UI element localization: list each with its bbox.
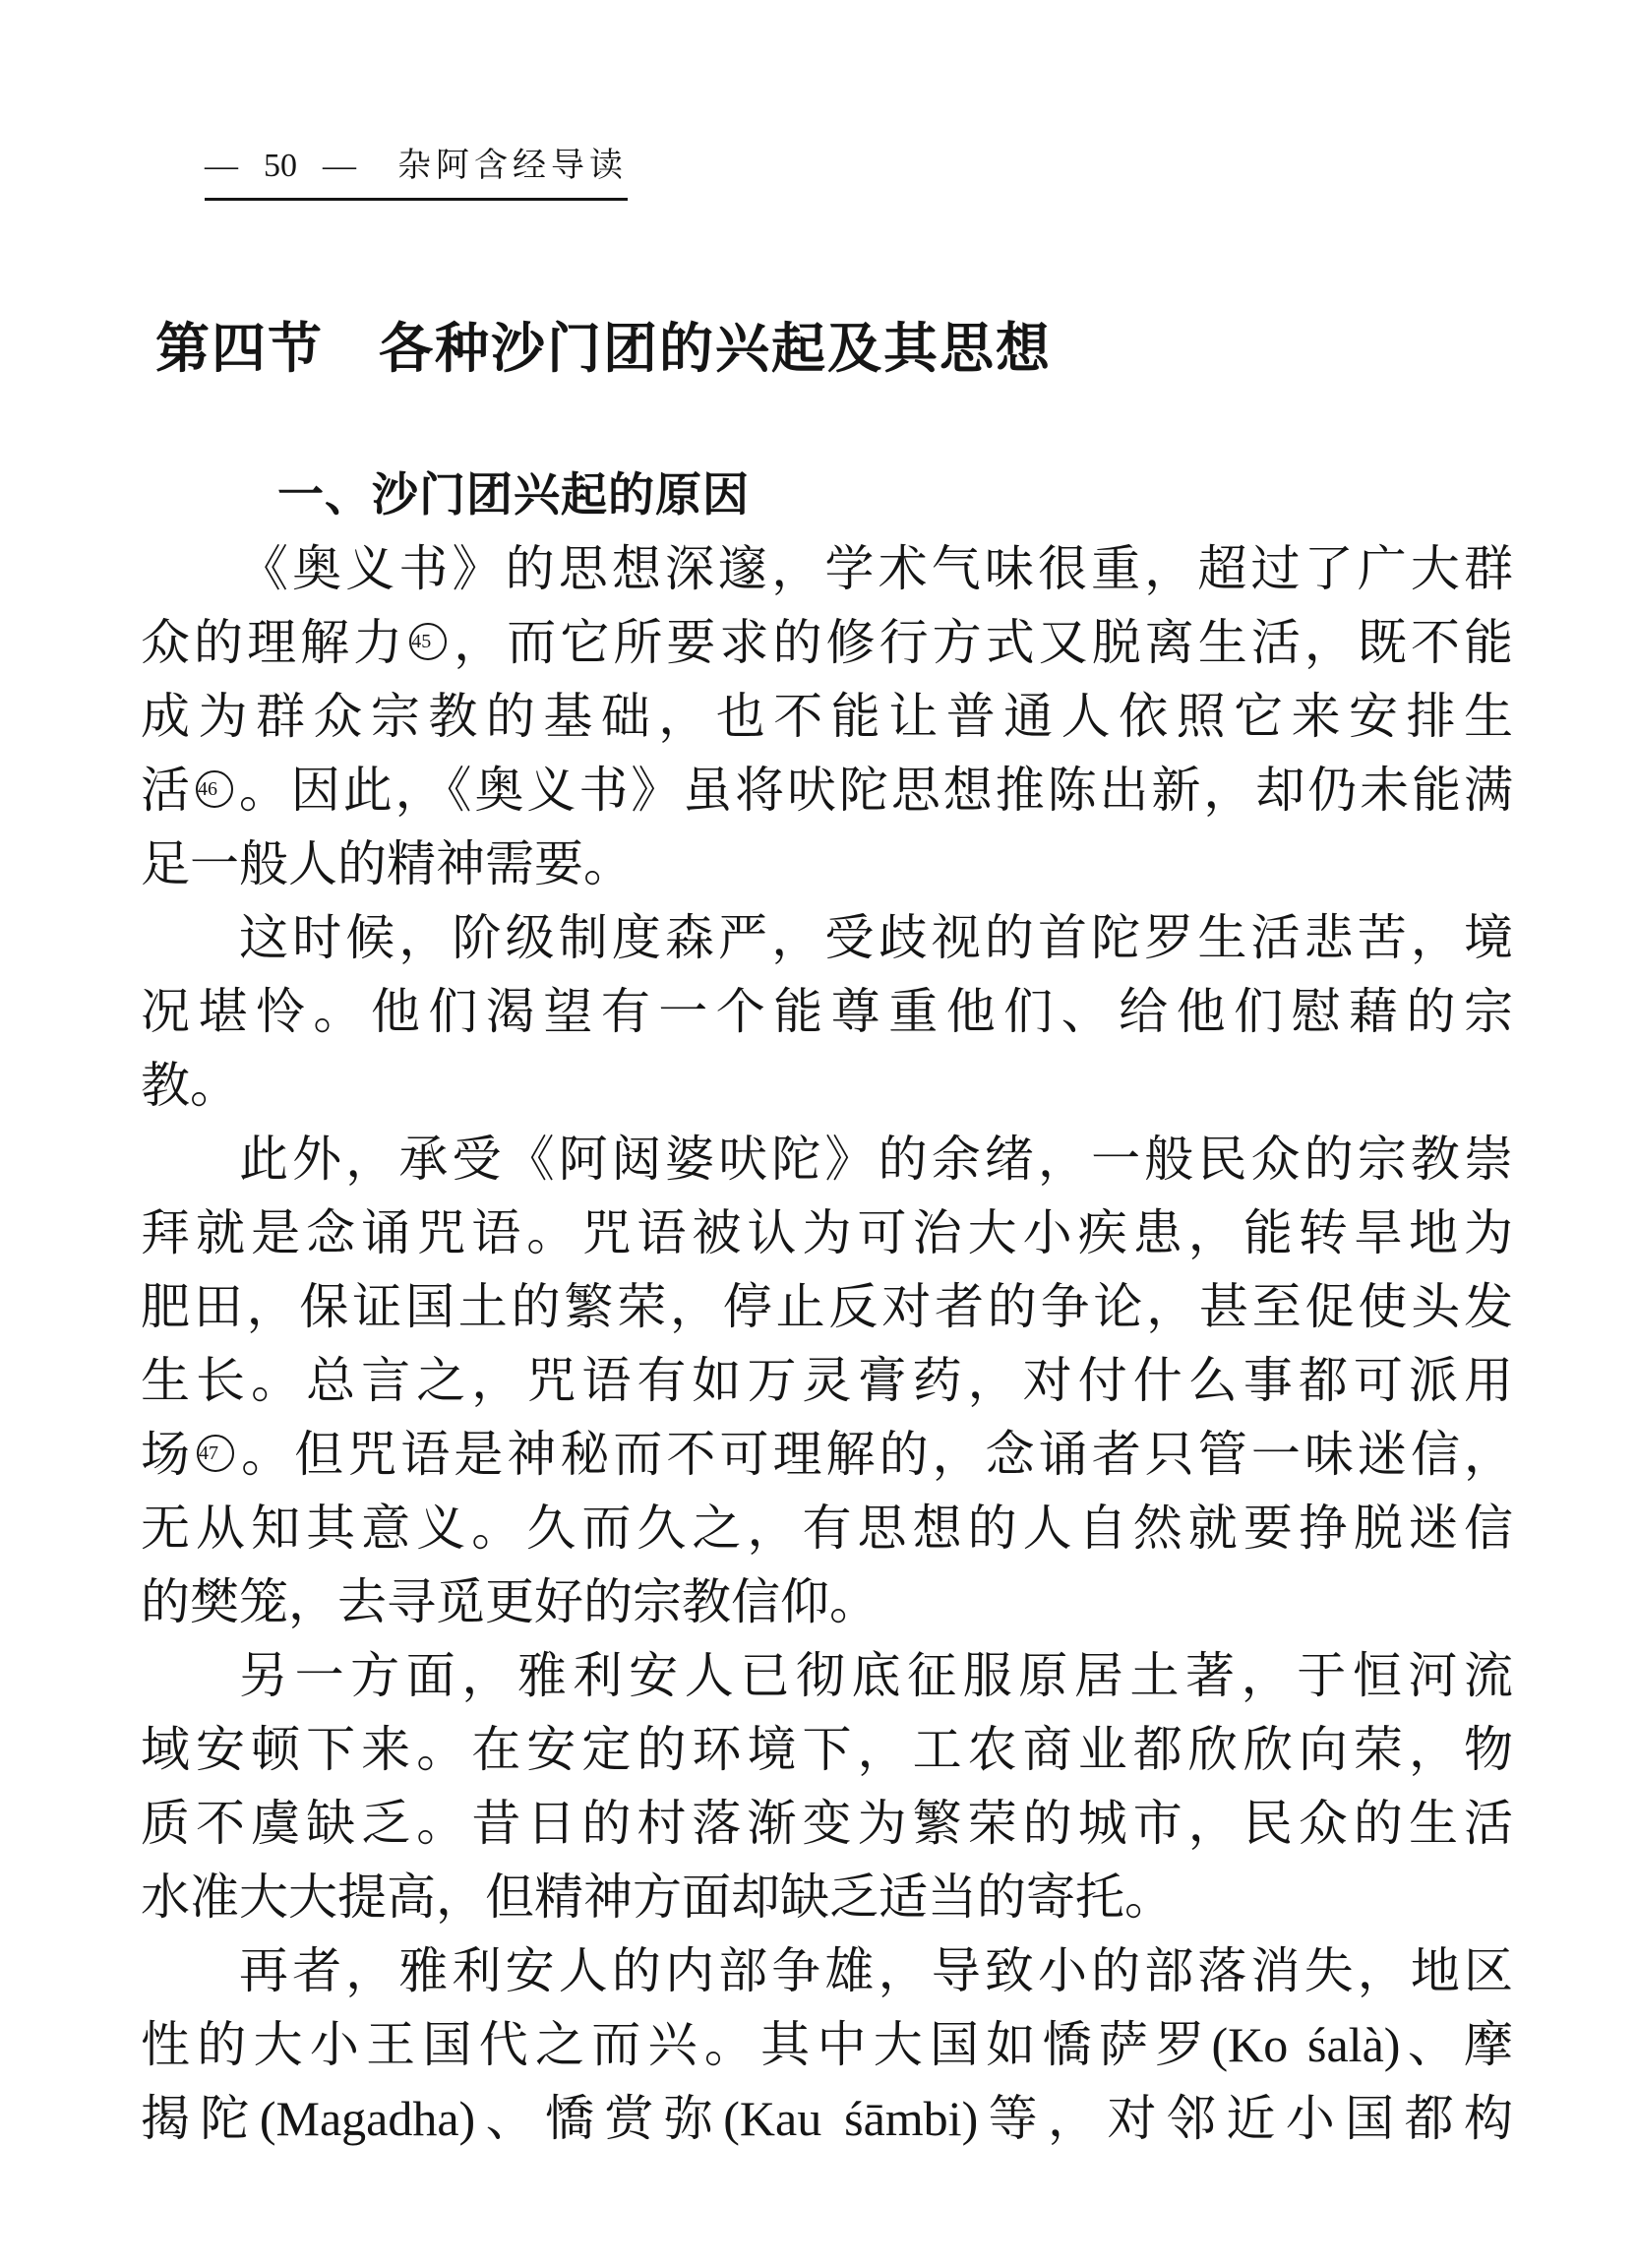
text-segment: 水准大大提高，但精神方面却缺乏适当的寄托。 xyxy=(141,1870,1174,1925)
text-line xyxy=(141,1639,1513,1713)
text-segment: 生长。总言之，咒语有如万灵膏药，对付什么事都可派用 xyxy=(141,1353,1513,1408)
text-segment: 无从知其意义。久而久之，有思想的人自然就要挣脱迷信 xyxy=(141,1501,1513,1556)
text-line xyxy=(141,1049,1513,1123)
text-segment: 《奥义书》的思想深邃，学术气味很重，超过了广大群 xyxy=(239,541,1513,596)
text-segment: 拜就是念诵咒语。咒语被认为可治大小疾患，能转旱地为 xyxy=(141,1205,1513,1260)
footnote-marker: 45 xyxy=(409,623,447,660)
text-segment: 此外，承受《阿闼婆吠陀》的余绪，一般民众的宗教崇 xyxy=(239,1132,1513,1187)
text-segment: 肥田，保证国土的繁荣，停止反对者的争论，甚至促使头发 xyxy=(141,1279,1513,1334)
text-segment: 场 xyxy=(141,1427,195,1482)
book-title: 杂阿含经导读 xyxy=(397,148,628,184)
text-segment: 教。 xyxy=(141,1058,239,1113)
paragraph xyxy=(141,901,1513,1123)
page-header xyxy=(205,138,628,201)
text-line xyxy=(141,1934,1513,2008)
paragraph xyxy=(141,1123,1513,1639)
text-segment: 再者，雅利安人的内部争雄，导致小的部落消失，地区 xyxy=(239,1943,1513,1998)
text-segment: 的樊笼，去寻觅更好的宗教信仰。 xyxy=(141,1574,879,1629)
section-title: 各种沙门团的兴起及其思想 xyxy=(379,319,1053,379)
footnote-marker: 47 xyxy=(197,1435,234,1472)
text-line xyxy=(141,2008,1513,2082)
text-segment: 揭陀(Magadha)、憍赏弥(Kau śāmbi)等，对邻近小国都构 xyxy=(141,2091,1513,2146)
text-line xyxy=(141,1344,1513,1418)
text-segment: 性的大小王国代之而兴。其中大国如憍萨罗(Ko śalà)、摩 xyxy=(141,2017,1513,2072)
text-segment: 。因此，《奥义书》虽将吠陀思想推陈出新，却仍未能满 xyxy=(235,763,1514,818)
text-line xyxy=(141,828,1513,901)
text-line xyxy=(141,606,1513,680)
text-segment: 域安顿下来。在安定的环境下，工农商业都欣欣向荣，物 xyxy=(141,1722,1513,1777)
header-dash-right: — xyxy=(323,148,356,184)
text-segment: 另一方面，雅利安人已彻底征服原居土著，于恒河流 xyxy=(239,1648,1513,1703)
text-segment: ，而它所要求的修行方式又脱离生活，既不能 xyxy=(450,615,1514,670)
text-line xyxy=(141,1787,1513,1861)
text-line xyxy=(141,1270,1513,1344)
text-segment: 足一般人的精神需要。 xyxy=(141,836,633,891)
section-heading xyxy=(155,305,1052,383)
text-line xyxy=(141,975,1513,1049)
footnote-marker: 46 xyxy=(196,770,233,808)
paragraph xyxy=(141,1639,1513,1934)
text-segment: 。但咒语是神秘而不可理解的，念诵者只管一味迷信， xyxy=(237,1427,1514,1482)
text-line xyxy=(141,2082,1513,2156)
header-dash-left: — xyxy=(205,148,238,184)
text-line xyxy=(141,680,1513,754)
text-line xyxy=(141,1123,1513,1196)
paragraph xyxy=(141,1934,1513,2156)
text-line xyxy=(141,1492,1513,1565)
page-number: 50 xyxy=(264,148,297,184)
text-segment: 众的理解力 xyxy=(141,615,407,670)
text-line xyxy=(141,901,1513,975)
text-line xyxy=(141,1861,1513,1934)
subsection-heading: 一、沙门团兴起的原因 xyxy=(277,470,750,521)
text-segment: 况堪怜。他们渴望有一个能尊重他们、给他们慰藉的宗 xyxy=(141,984,1513,1039)
text-line xyxy=(141,1713,1513,1787)
paragraph xyxy=(141,532,1513,901)
text-segment: 成为群众宗教的基础，也不能让普通人依照它来安排生 xyxy=(141,689,1513,744)
section-number: 第四节 xyxy=(155,319,325,379)
text-segment: 活 xyxy=(141,763,193,818)
text-line xyxy=(141,1196,1513,1270)
text-segment: 这时候，阶级制度森严，受歧视的首陀罗生活悲苦，境 xyxy=(239,910,1513,965)
text-line xyxy=(141,1418,1513,1492)
text-line xyxy=(141,532,1513,606)
text-segment: 质不虞缺乏。昔日的村落渐变为繁荣的城市，民众的生活 xyxy=(141,1796,1513,1851)
body-text xyxy=(141,532,1513,2156)
text-line xyxy=(141,754,1513,828)
text-line xyxy=(141,1565,1513,1639)
